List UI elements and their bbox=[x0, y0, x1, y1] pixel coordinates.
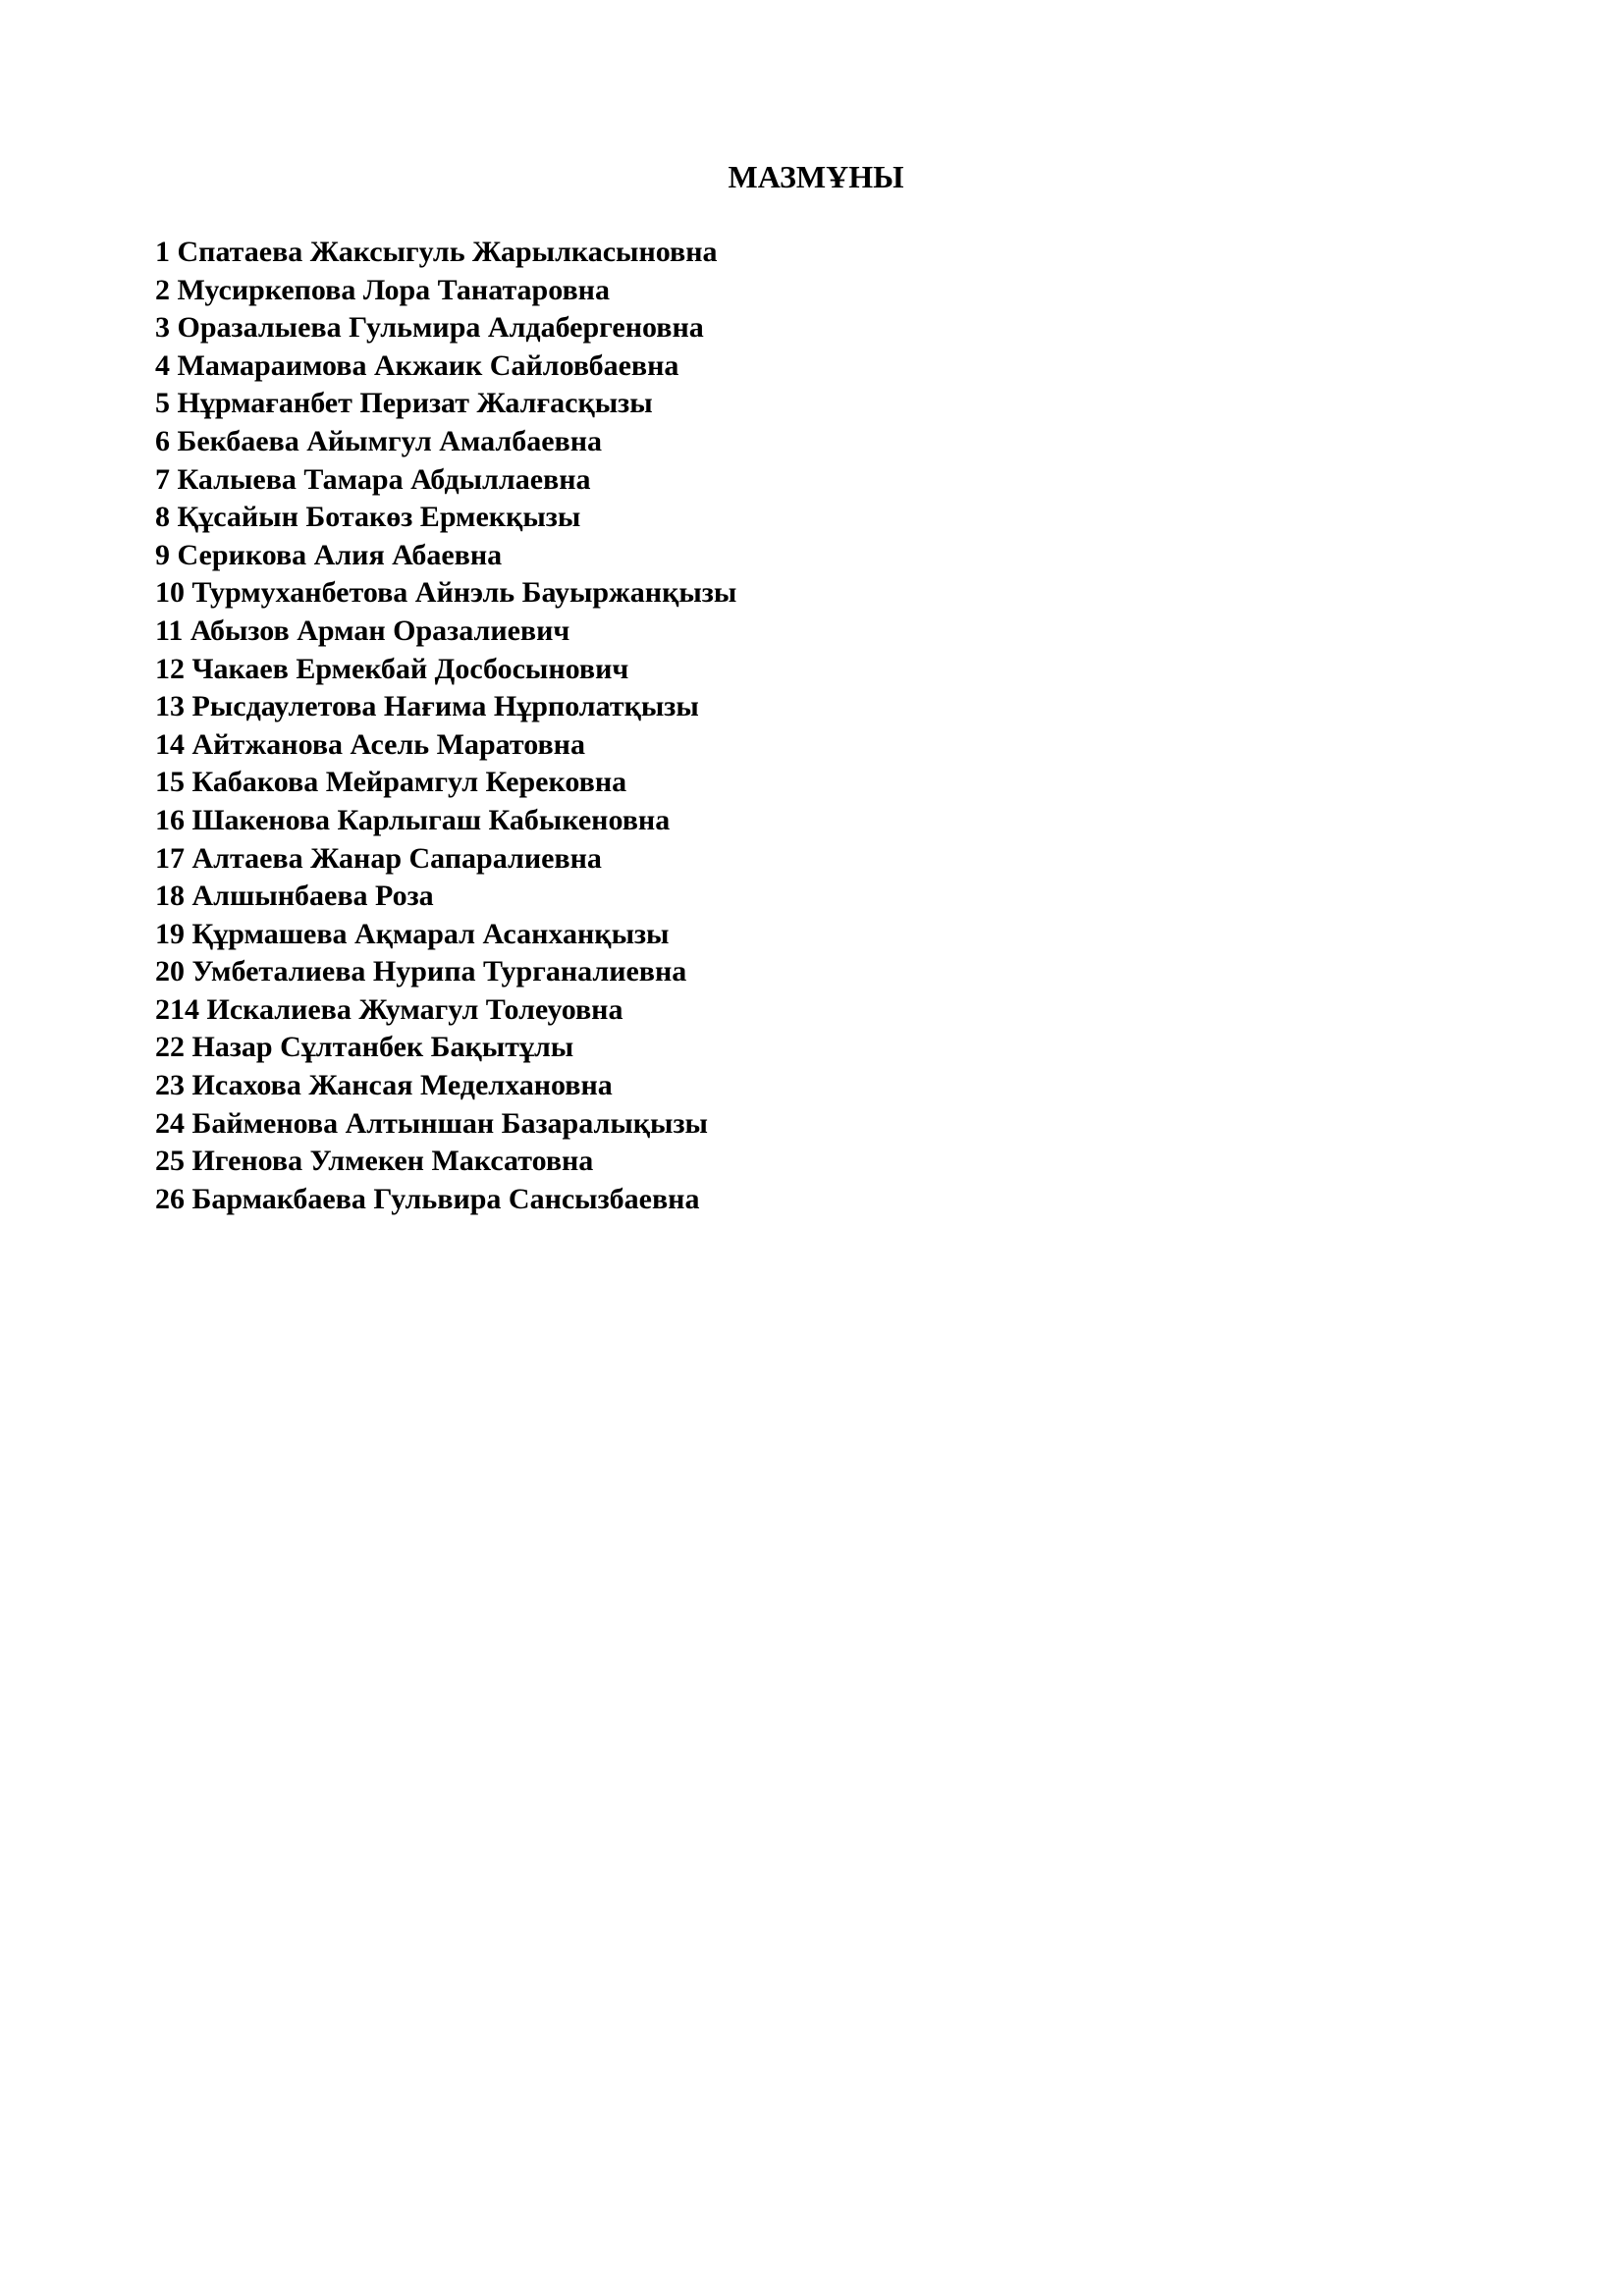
toc-entry: 23 Исахова Жансая Меделхановна bbox=[155, 1069, 613, 1102]
toc-entry: 18 Алшынбаева Роза bbox=[155, 880, 434, 913]
toc-entry: 25 Игенова Улмекен Максатовна bbox=[155, 1145, 594, 1178]
toc-entry: 22 Назар Сұлтанбек Бақытұлы bbox=[155, 1031, 574, 1064]
toc-entry: 16 Шакенова Карлыгаш Кабыкеновна bbox=[155, 803, 671, 836]
toc-entry: 24 Байменова Алтыншан Базаралықызы bbox=[155, 1106, 708, 1140]
document-title: МАЗМҰНЫ bbox=[728, 159, 904, 194]
toc-entry: 26 Бармакбаева Гульвира Сансызбаевна bbox=[155, 1182, 700, 1215]
toc-entry: 11 Абызов Арман Оразалиевич bbox=[155, 614, 570, 647]
toc-entry: 214 Искалиева Жумагул Толеуовна bbox=[155, 992, 623, 1026]
toc-entry: 4 Мамараимова Акжаик Сайловбаевна bbox=[155, 348, 679, 382]
toc-entry: 13 Рысдаулетова Нағима Нұрполатқызы bbox=[155, 690, 699, 723]
toc-entry: 8 Құсайын Ботакөз Ермекқызы bbox=[155, 501, 581, 534]
toc-entry: 1 Спатаева Жаксыгуль Жарылкасыновна bbox=[155, 236, 718, 268]
toc-entry: 15 Кабакова Мейрамгул Керековна bbox=[155, 766, 627, 799]
toc-entry: 12 Чакаев Ермекбай Досбосынович bbox=[155, 652, 629, 685]
toc-entry: 10 Турмуханбетова Айнэль Бауыржанқызы bbox=[155, 576, 737, 610]
toc-entry: 14 Айтжанова Асель Маратовна bbox=[155, 727, 585, 761]
toc-entry: 7 Калыева Тамара Абдыллаевна bbox=[155, 462, 591, 496]
toc-entry: 20 Умбеталиева Нурипа Турганалиевна bbox=[155, 955, 687, 988]
toc-entry: 3 Оразалыева Гульмира Алдабергеновна bbox=[155, 311, 704, 345]
toc-entry: 17 Алтаева Жанар Сапаралиевна bbox=[155, 841, 602, 875]
toc-entry: 19 Құрмашева Ақмарал Асанханқызы bbox=[155, 917, 670, 950]
toc-entry: 2 Мусиркепова Лора Танатаровна bbox=[155, 273, 610, 306]
toc-entry: 5 Нұрмағанбет Перизат Жалғасқызы bbox=[155, 387, 653, 420]
toc-entry: 6 Бекбаева Айымгул Амалбаевна bbox=[155, 424, 603, 457]
toc-entry: 9 Серикова Алия Абаевна bbox=[155, 538, 503, 571]
table-of-contents bbox=[155, 234, 736, 1218]
